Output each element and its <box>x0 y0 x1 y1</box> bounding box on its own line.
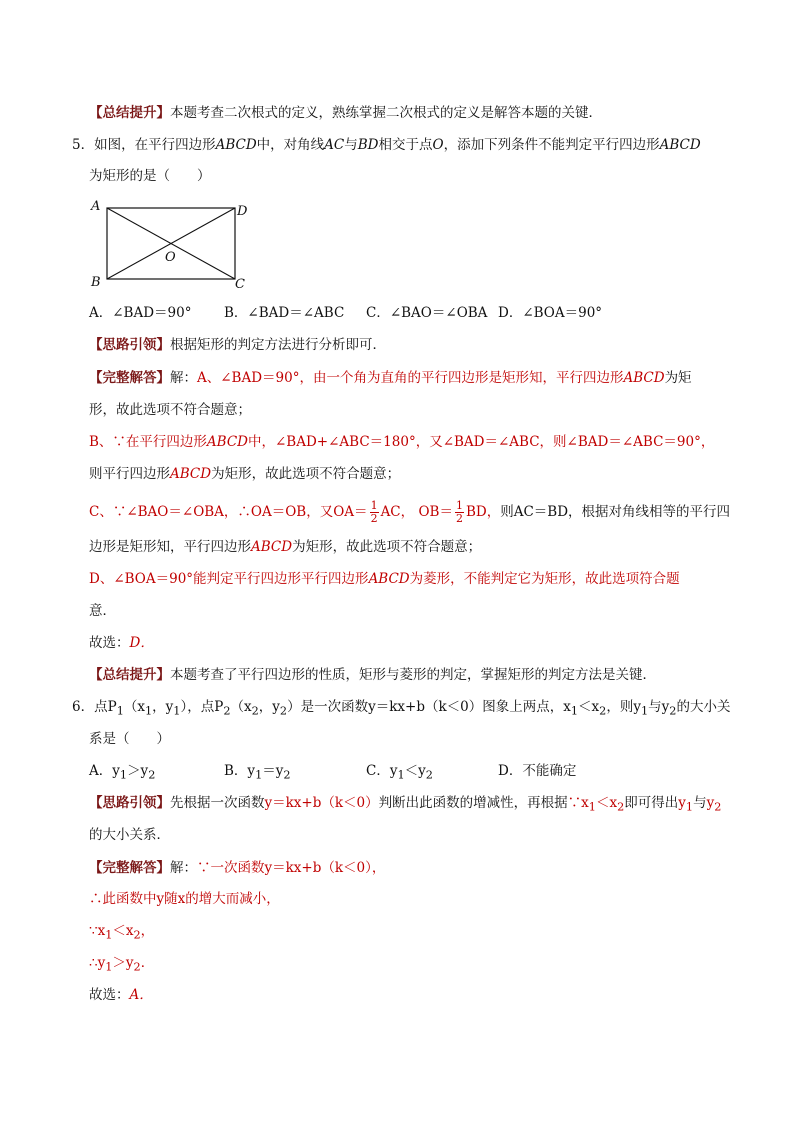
subscript: 1 <box>119 768 128 782</box>
rectangle-figure <box>86 196 256 292</box>
subscript: 2 <box>251 704 259 718</box>
subscript: 2 <box>148 768 156 782</box>
q5-answer-text: 形，故此选项不符合题意； <box>89 402 251 418</box>
q5-choose <box>89 633 154 653</box>
summary-text: 本题考查二次根式的定义，熟练掌握二次根式的定义是解答本题的关键． <box>170 105 602 121</box>
q5-c-line2 <box>89 537 481 557</box>
q5-stem-text: 中，对角线 <box>256 137 325 153</box>
q6-answer-text: ， <box>140 923 155 939</box>
x1-text: ∵x <box>567 795 589 811</box>
q6-stem-text: 点P <box>94 699 117 715</box>
subscript: 1 <box>173 704 181 718</box>
q5-ac: AC <box>324 137 345 153</box>
q6-stem-text: （x <box>123 699 145 715</box>
fraction-half <box>370 500 379 525</box>
q5-stem-text: 为矩形的是（ ） <box>89 168 211 184</box>
fraction-denominator: 2 <box>370 512 378 525</box>
subscript: 1 <box>570 704 579 718</box>
q5-answer-text: A、∠BAD＝90°，由一个角为直角的平行四边形是矩形知，平行四边形 <box>197 370 624 386</box>
q6-stem-text: ，y <box>258 699 280 715</box>
subscript: 2 <box>223 704 231 718</box>
q6-analysis-line2 <box>89 825 170 845</box>
subscript: 2 <box>714 800 722 814</box>
q6-stem-line1 <box>72 697 730 722</box>
q6-stem-line2 <box>89 729 170 749</box>
q6-analysis-text: 的大小关系． <box>89 827 170 843</box>
q5-abcd: ABCD <box>659 137 701 153</box>
q5-analysis-line <box>89 335 386 355</box>
q6-analysis-text: 即可得出 <box>624 795 679 811</box>
label-a: A <box>91 199 101 214</box>
q6-stem-text: 系是（ ） <box>89 731 170 747</box>
q6-analysis-text: 先根据一次函数 <box>170 795 265 811</box>
q5-analysis-text: 根据矩形的判定方法进行分析即可． <box>170 337 386 353</box>
q6-answer-text: ． <box>140 955 155 971</box>
subscript: 1 <box>105 928 113 942</box>
q5-c-text: 则AC＝BD，根据对角线相等的平行四 <box>500 504 731 520</box>
option-text: C．y <box>366 763 398 779</box>
q5-option-d: D．∠BOA＝90° <box>498 305 603 321</box>
q5-number: 5． <box>72 137 95 153</box>
subscript: 2 <box>283 768 291 782</box>
q5-c-text: 为矩形，故此选项不符合题意； <box>292 539 482 555</box>
q5-option-a: A．∠BAD＝90° <box>89 305 192 321</box>
fraction-numerator: 1 <box>370 499 378 512</box>
q5-c-text: OB＝ <box>418 504 453 520</box>
q6-stem-text: ），点P <box>180 699 224 715</box>
q5-d-line2 <box>89 601 116 621</box>
choose-answer: A． <box>129 987 153 1003</box>
q5-abcd: ABCD <box>368 571 410 587</box>
option-text: A．y <box>89 763 120 779</box>
subscript: 2 <box>599 704 607 718</box>
subscript: 1 <box>640 704 649 718</box>
choose-answer: D． <box>129 635 154 651</box>
q5-option-c: C．∠BAO＝∠OBA <box>366 305 488 321</box>
summary-tag: 【总结提升】 <box>89 667 170 683</box>
q6-choose <box>89 985 153 1005</box>
q5-stem-text: ，添加下列条件不能判定平行四边形 <box>443 137 660 153</box>
q6-stem-text: （x <box>230 699 252 715</box>
q6-answer-line3 <box>89 921 154 946</box>
q5-answer-text: 为矩 <box>664 370 692 386</box>
q5-d-text: 意． <box>89 603 116 619</box>
q5-option-b: B．∠BAD＝∠ABC <box>224 305 345 321</box>
q6-stem-text: ，y <box>152 699 174 715</box>
q6-stem-text: ，则y <box>606 699 641 715</box>
q5-b-line1 <box>89 432 714 452</box>
q6-answer-text: ＜x <box>112 923 134 939</box>
subscript: 1 <box>144 704 153 718</box>
q5-d-text: D、∠BOA＝90°能判定平行四边形平行四边形 <box>89 571 369 587</box>
q5-abcd: ABCD <box>215 137 257 153</box>
subscript: 1 <box>588 800 596 814</box>
q5-b-text: 中，∠BAD+∠ABC＝180°，又∠BAD＝∠ABC，则∠BAD＝∠ABC＝90°， <box>248 434 715 450</box>
q5-b-text: 则平行四边形 <box>89 466 170 482</box>
q6-analysis-text: y＝kx+b（k＜0） <box>264 795 379 811</box>
q5-c-line1 <box>89 500 730 525</box>
subscript: 2 <box>133 928 141 942</box>
subscript: 1 <box>397 768 405 782</box>
q6-analysis-text: 判断出此函数的增减性，再根据 <box>378 795 568 811</box>
q6-stem-text: 与y <box>648 699 670 715</box>
fraction-half <box>455 500 464 525</box>
q5-stem-text: 相交于点 <box>378 137 433 153</box>
fraction-numerator: 1 <box>455 499 463 512</box>
q6-option-c <box>366 761 433 786</box>
q6-answer-line1 <box>89 858 385 878</box>
option-text: ＜y <box>404 763 426 779</box>
q6-option-d: D．不能确定 <box>498 763 577 779</box>
q5-abcd: ABCD <box>623 370 665 386</box>
label-o: O <box>165 250 176 265</box>
analysis-tag: 【思路引领】 <box>89 337 170 353</box>
q6-stem-text: ＜x <box>578 699 600 715</box>
choose-label: 故选： <box>89 635 130 651</box>
subscript: 2 <box>617 800 625 814</box>
q5-summary-line <box>89 665 656 685</box>
q5-abcd: ABCD <box>170 466 212 482</box>
q6-number: 6． <box>72 699 95 715</box>
q6-answer-text: ∴y <box>89 955 106 971</box>
q5-c-text: BD， <box>465 504 501 520</box>
subscript: 1 <box>255 768 263 782</box>
q6-stem-text: ）是一次函数y＝kx+b（k＜0）图象上两点，x <box>287 699 571 715</box>
q5-c-text: AC， <box>380 504 415 520</box>
q5-o: O <box>432 137 444 153</box>
subscript: 1 <box>105 960 113 974</box>
subscript: 2 <box>133 960 141 974</box>
q6-answer-text: ＞y <box>112 955 134 971</box>
q5-stem-text: 如图，在平行四边形 <box>94 137 216 153</box>
q6-analysis-x1x2 <box>567 795 625 814</box>
x2-text: ＜x <box>595 795 618 811</box>
q5-stem-line1 <box>72 135 701 155</box>
answer-tag: 【完整解答】 <box>89 860 170 876</box>
q6-option-a <box>89 761 155 786</box>
q6-answer-line4 <box>89 953 154 978</box>
q6-answer-line2: ∴此函数中y随x的增大而减小， <box>89 891 280 907</box>
q6-answer-text: 解： <box>170 860 197 876</box>
q5-stem-text: 与 <box>344 137 358 153</box>
choose-label: 故选： <box>89 987 130 1003</box>
q5-answer-line1 <box>89 368 692 388</box>
q5-d-text: 为菱形，不能判定它为矩形，故此选项符合题 <box>409 571 680 587</box>
q6-answer-text: ∵x <box>89 923 106 939</box>
q5-abcd: ABCD <box>251 539 293 555</box>
q5-b-text: 为矩形，故此选项不符合题意； <box>211 466 401 482</box>
q5-bd: BD <box>357 137 379 153</box>
subscript: 1 <box>116 704 124 718</box>
subscript: 2 <box>425 768 433 782</box>
option-text: ＞y <box>127 763 149 779</box>
label-c: C <box>235 277 245 292</box>
q6-option-b <box>224 761 291 786</box>
q6-stem-text: 的大小关 <box>676 699 731 715</box>
q5-answer-line2 <box>89 400 251 420</box>
subscript: 2 <box>279 704 288 718</box>
subscript: 1 <box>685 800 694 814</box>
q5-b-line2 <box>89 464 400 484</box>
q6-analysis-text: 与 <box>693 795 707 811</box>
summary-line-top <box>89 103 602 123</box>
q5-c-text: C、∵∠BAO＝∠OBA，∴OA＝OB，又OA＝ <box>89 504 368 520</box>
q5-d-line1 <box>89 569 680 589</box>
q5-summary-text: 本题考查了平行四边形的性质，矩形与菱形的判定，掌握矩形的判定方法是关键． <box>170 667 656 683</box>
answer-tag: 【完整解答】 <box>89 370 170 386</box>
option-text: B．y <box>224 763 256 779</box>
q6-answer-text: ∵一次函数y＝kx+b（k＜0）， <box>197 860 386 876</box>
analysis-tag: 【思路引领】 <box>89 795 170 811</box>
q5-b-text: B、∵在平行四边形 <box>89 434 207 450</box>
q5-stem-line2 <box>89 166 211 186</box>
q5-c-text: 边形是矩形知，平行四边形 <box>89 539 251 555</box>
fraction-denominator: 2 <box>455 512 463 525</box>
q6-analysis-line1: 【思路引领】先根据一次函数y＝kx+b（k＜0）判断出此函数的增减性，再根据$\because x_1<x_2$即可得出$y_1$与$y_2$ <box>89 795 722 814</box>
option-text: ＝y <box>262 763 284 779</box>
q5-abcd: ABCD <box>206 434 248 450</box>
label-b: B <box>91 275 101 290</box>
summary-tag: 【总结提升】 <box>89 105 170 121</box>
q5-answer-text: 解： <box>170 370 197 386</box>
label-d: D <box>237 204 248 219</box>
subscript: 2 <box>669 704 677 718</box>
